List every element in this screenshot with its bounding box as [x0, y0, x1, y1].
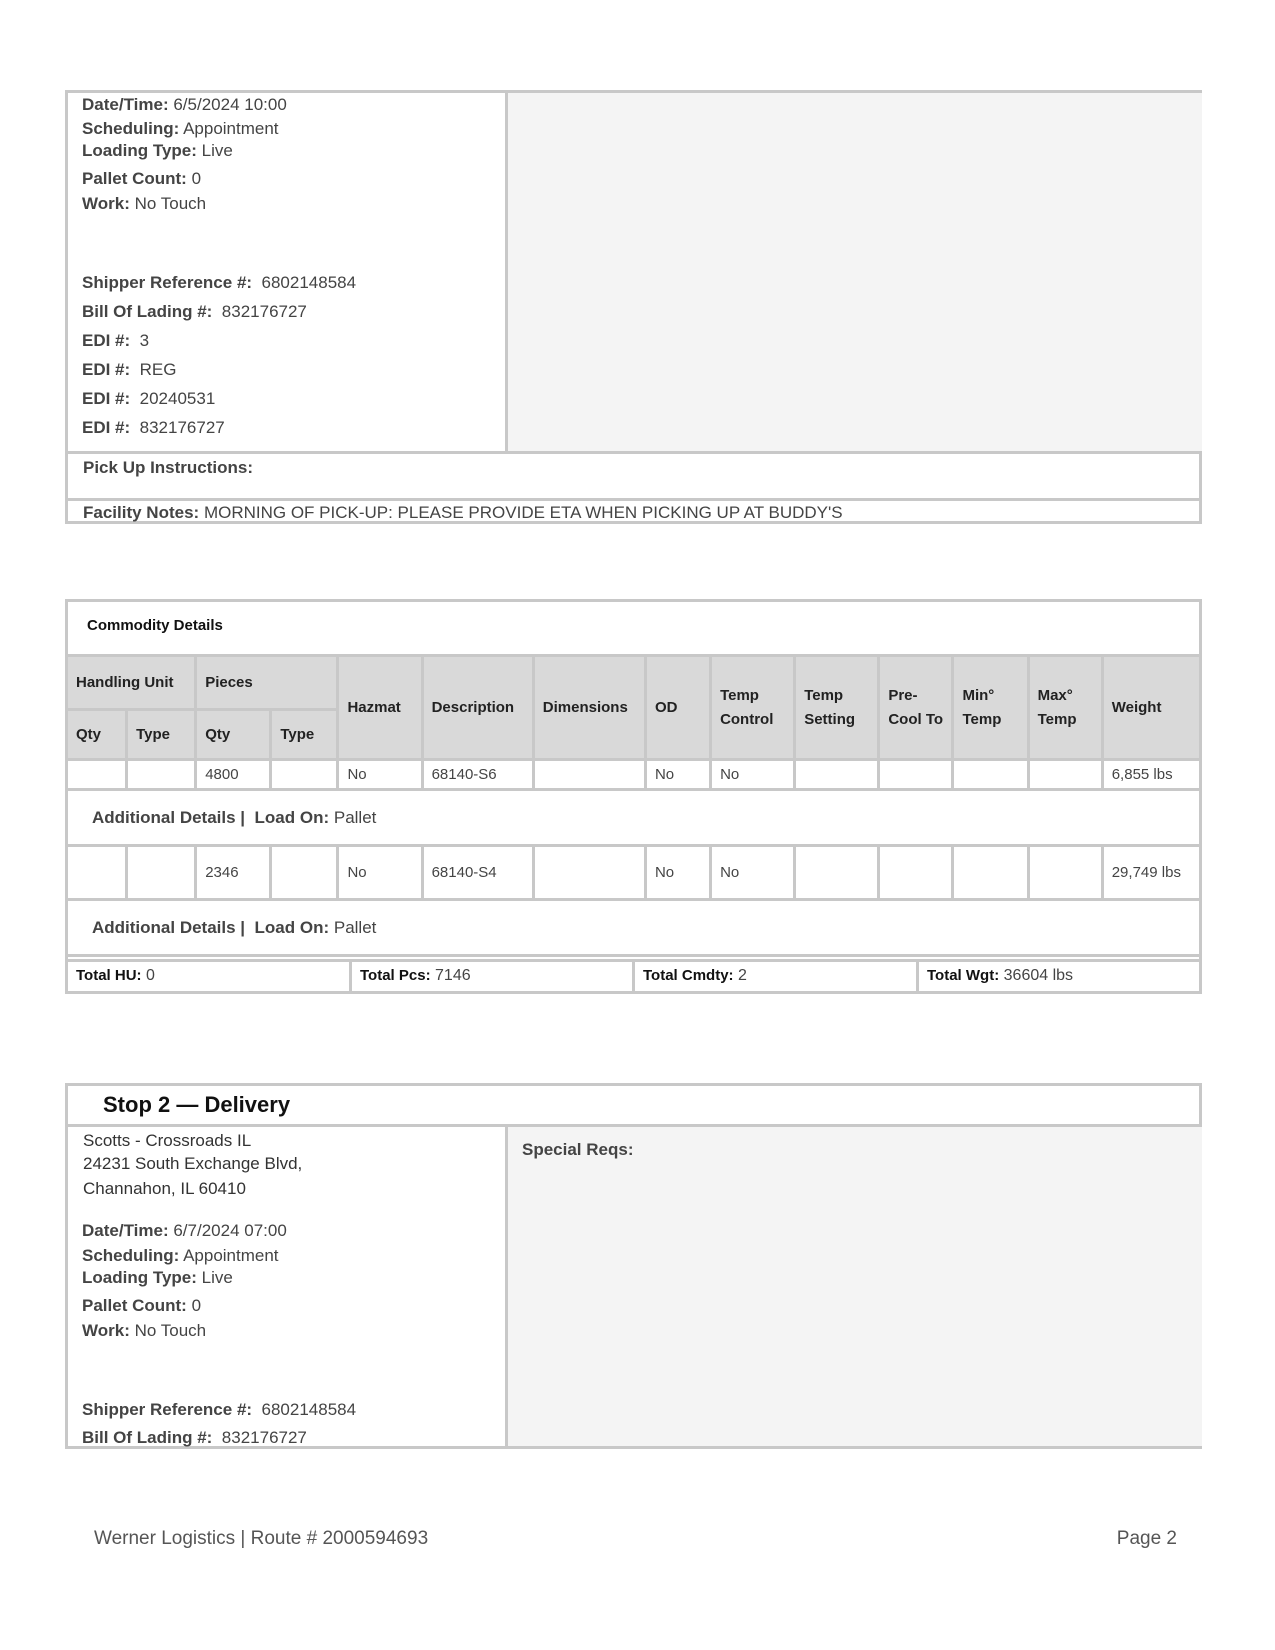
- header-hu-type: Type: [127, 710, 196, 760]
- cell-hu-qty: [67, 760, 127, 790]
- cell-hu-type: [127, 760, 196, 790]
- cell-max-temp: [1028, 846, 1102, 900]
- cell-pc-qty: 2346: [196, 846, 271, 900]
- commodity-details-box: [65, 599, 1202, 994]
- cell-pc-type: [271, 760, 338, 790]
- facility-notes-field: Facility Notes: MORNING OF PICK-UP: PLEASE PROVIDE ETA WHEN PICKING UP AT BUDDY'S: [83, 503, 843, 522]
- additional-details: Additional Details | Load On: Pallet: [67, 790, 1201, 846]
- stop1-box: [65, 90, 1202, 524]
- stop1-side-panel: [505, 93, 1202, 451]
- header-pc-qty: Qty: [196, 710, 271, 760]
- commodity-table: [65, 654, 1202, 957]
- special-reqs-label: Special Reqs:: [522, 1140, 634, 1159]
- header-od: OD: [645, 656, 710, 760]
- header-temp-setting: Temp Setting: [795, 656, 879, 760]
- cell-precool: [879, 760, 953, 790]
- cell-dimensions: [533, 760, 645, 790]
- datetime-field: Date/Time: 6/7/2024 07:00: [82, 1221, 287, 1240]
- cell-weight: 29,749 lbs: [1102, 846, 1200, 900]
- shipper-reference-field: Shipper Reference #: 6802148584: [82, 273, 357, 292]
- scheduling-field: Scheduling: Appointment: [82, 119, 279, 138]
- cell-hu-qty: [67, 846, 127, 900]
- loading-type-field: Loading Type: Live: [82, 1268, 233, 1287]
- stop2-title: Stop 2 — Delivery: [103, 1092, 291, 1117]
- footer-route: Werner Logistics | Route # 2000594693: [94, 1528, 429, 1549]
- header-hazmat: Hazmat: [338, 656, 422, 760]
- additional-details-row: [67, 900, 1201, 956]
- header-weight: Weight: [1102, 656, 1200, 760]
- cell-hazmat: No: [338, 760, 422, 790]
- header-precool: Pre-Cool To: [879, 656, 953, 760]
- edi-field: EDI #: 3: [82, 331, 150, 350]
- cell-min-temp: [953, 760, 1028, 790]
- footer-page-number: Page 2: [1116, 1528, 1177, 1549]
- header-temp-control: Temp Control: [711, 656, 795, 760]
- work-field: Work: No Touch: [82, 1321, 207, 1340]
- cell-max-temp: [1028, 760, 1102, 790]
- total-wgt: Total Wgt: 36604 lbs: [927, 967, 1074, 984]
- cell-temp-setting: [795, 760, 879, 790]
- total-pcs: Total Pcs: 7146: [352, 962, 635, 994]
- address-line: Scotts - Crossroads IL: [83, 1131, 252, 1150]
- edi-field: EDI #: 832176727: [82, 418, 225, 437]
- header-description: Description: [422, 656, 533, 760]
- header-hu-qty: Qty: [67, 710, 127, 760]
- stop2-box: [65, 1083, 1202, 1449]
- address-line: Channahon, IL 60410: [83, 1179, 246, 1198]
- divider: [68, 498, 1199, 501]
- cell-temp-setting: [795, 846, 879, 900]
- cell-description: 68140-S6: [422, 760, 533, 790]
- additional-details-row: [67, 790, 1201, 846]
- header-handling-unit: Handling Unit: [67, 656, 196, 710]
- commodity-details-title: Commodity Details: [87, 617, 223, 634]
- datetime-field: Date/Time: 6/5/2024 10:00: [82, 95, 287, 114]
- table-row: [67, 846, 1201, 900]
- header-dimensions: Dimensions: [533, 656, 645, 760]
- cell-temp-control: No: [711, 846, 795, 900]
- table-row: [67, 760, 1201, 790]
- cell-hu-type: [127, 846, 196, 900]
- divider: [68, 451, 1199, 454]
- edi-field: EDI #: 20240531: [82, 389, 216, 408]
- shipper-reference-field: Shipper Reference #: 6802148584: [82, 1400, 357, 1419]
- additional-details: Additional Details | Load On: Pallet: [67, 900, 1201, 956]
- edi-field: EDI #: REG: [82, 360, 177, 379]
- cell-od: No: [645, 760, 710, 790]
- header-pc-type: Type: [271, 710, 338, 760]
- loading-type-field: Loading Type: Live: [82, 141, 233, 160]
- bill-of-lading-field: Bill Of Lading #: 832176727: [82, 302, 307, 321]
- cell-pc-qty: 4800: [196, 760, 271, 790]
- cell-description: 68140-S4: [422, 846, 533, 900]
- total-hu: Total HU: 0: [68, 962, 352, 994]
- pickup-instructions-label: Pick Up Instructions:: [83, 458, 254, 477]
- cell-precool: [879, 846, 953, 900]
- work-field: Work: No Touch: [82, 194, 207, 213]
- cell-temp-control: No: [711, 760, 795, 790]
- special-reqs-panel: [505, 1127, 1202, 1446]
- cell-weight: 6,855 lbs: [1102, 760, 1200, 790]
- cell-hazmat: No: [338, 846, 422, 900]
- cell-od: No: [645, 846, 710, 900]
- header-min-temp: Min° Temp: [953, 656, 1028, 760]
- total-cmdty: Total Cmdty: 2: [635, 962, 919, 994]
- header-max-temp: Max° Temp: [1028, 656, 1102, 760]
- pallet-count-field: Pallet Count: 0: [82, 169, 202, 188]
- header-pieces: Pieces: [196, 656, 338, 710]
- cell-dimensions: [533, 846, 645, 900]
- scheduling-field: Scheduling: Appointment: [82, 1246, 279, 1265]
- cell-pc-type: [271, 846, 338, 900]
- address-line: 24231 South Exchange Blvd,: [83, 1154, 303, 1173]
- totals-bar: [68, 959, 1199, 994]
- cell-min-temp: [953, 846, 1028, 900]
- pallet-count-field: Pallet Count: 0: [82, 1296, 202, 1315]
- bill-of-lading-field: Bill Of Lading #: 832176727: [82, 1428, 307, 1447]
